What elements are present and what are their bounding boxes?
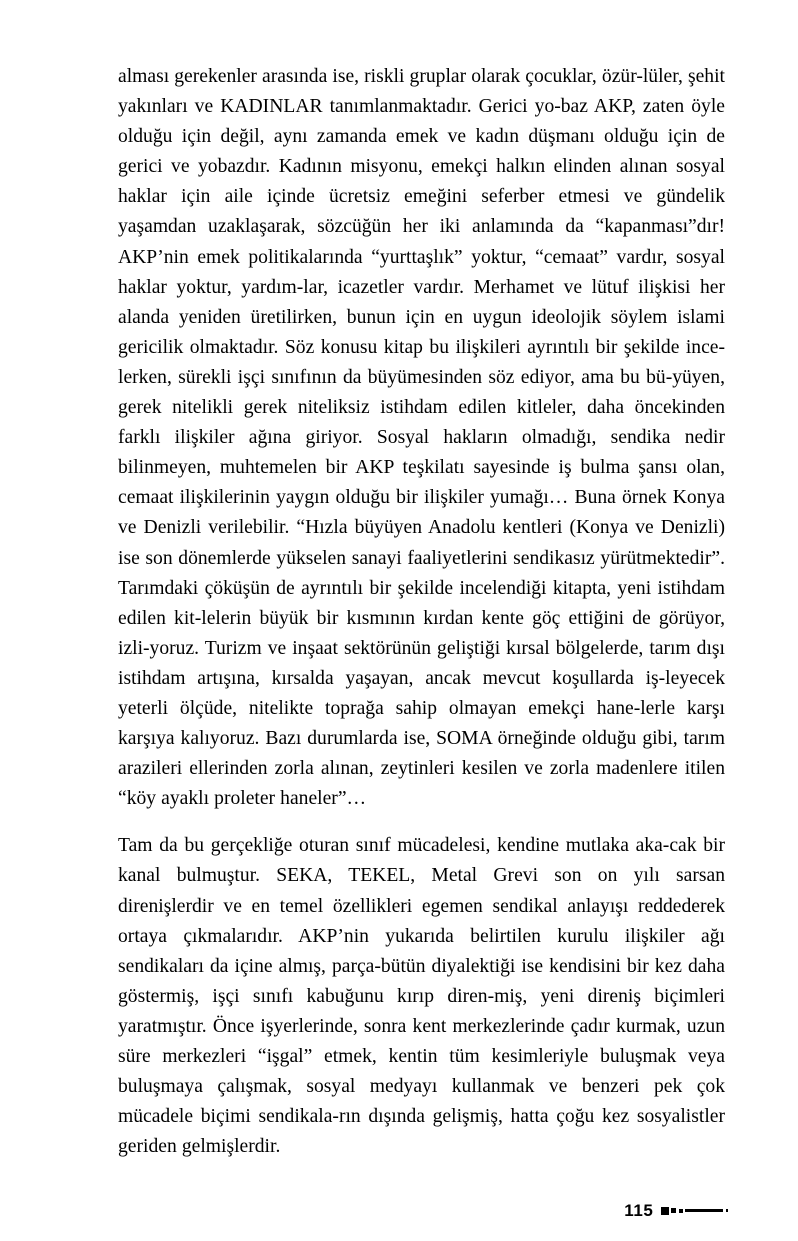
body-paragraph-1: alması gerekenler arasında ise, riskli gruplar olarak çocuklar, özür-lüler, şehit yakınları ve KADINLAR tanımlanmaktadır. Gerici yo-baz AKP, zaten öyle olduğu için değil, aynı zamanda emek ve kadın düşmanı olduğu için de gerici ve yobazdır. Kadının misyonu, emekçi halkın elinden alınan sosyal haklar için aile içinde ücretsiz emeğini seferber etmesi ve gündelik yaşamdan uzaklaşarak, sözcüğün her iki anlamında da “kapanması”dır! AKP’nin emek politikalarında “yurttaşlık” yoktur, “cemaat” vardır, sosyal haklar yoktur, yardım-lar, icazetler vardır. Merhamet ve lütuf ilişkisi her alanda yeniden üretilirken, bunun için en uygun ideolojik söylem islami gericilik olmaktadır. Söz konusu kitap bu ilişkileri ayrıntılı bir şekilde ince-lerken, sürekli işçi sınıfının da büyümesinden söz ediyor, ama bu bü-yüyen, gerek nitelikli gerek niteliksiz istihdam edilen kitleler, daha öncekinden farklı ilişkiler ağına giriyor. Sosyal hakların olmadığı, sendika nedir bilinmeyen, muhtemelen bir AKP teşkilatı sayesinde iş bulma şansı olan, cemaat ilişkilerinin yaygın olduğu bir ilişkiler yumağı… Buna örnek Konya ve Denizli verilebilir. “Hızla büyüyen Anadolu kentleri (Konya ve Denizli) ise son dönemlerde yükselen sanayi faaliyetlerini sendikasız yürütmektedir”. Tarımdaki çöküşün de ayrıntılı bir şekilde incelendiği kitapta, yeni istihdam edilen kit-lelerin büyük bir kısmının kırdan kente göç ettiğini de görüyor, izli-yoruz. Turizm ve inşaat sektörünün geliştiği kırsal bölgelerde, tarım dışı istihdam artışına, kırsalda yaşayan, ancak mevcut koşullarda iş-leyecek yeterli ölçüde, nitelikte toprağa sahip olmayan emekçi hane-lerle karşı karşıya kalıyoruz. Bazı durumlarda ise, SOMA örneğinde olduğu gibi, tarım arazileri ellerinden zorla alınan, zeytinleri kesilen ve zorla madenlere itilen “köy ayaklı proleter haneler”… [118,66,725,810]
page-number: 115 [624,1201,654,1220]
ornament-square-large-icon [661,1207,669,1215]
ornament-rule-icon [685,1209,723,1212]
body-text-column [118,62,725,1162]
footer-ornament-icon [661,1207,729,1215]
page-footer [624,1202,728,1219]
ornament-square-tiny-icon [679,1209,683,1213]
ornament-dot-icon [726,1209,729,1212]
ornament-square-small-icon [671,1208,676,1213]
body-paragraph-2: Tam da bu gerçekliğe oturan sınıf mücadelesi, kendine mutlaka aka-cak bir kanal bulmuştur. SEKA, TEKEL, Metal Grevi son on yılı sarsan direnişlerdir ve en temel özellikleri egemen sendikal anlayışı reddederek ortaya çıkmalarıdır. AKP’nin yukarıda belirtilen kurulu ilişkiler ağı sendikaları da içine almış, parça-bütün diyalektiği ise kendisini bir kez daha göstermiş, işçi sınıfı kabuğunu kırıp diren-miş, yeni direniş biçimleri yaratmıştır. Önce işyerlerinde, sonra kent merkezlerinde çadır kurmak, uzun süre merkezleri “işgal” etmek, kentin tüm kesimleriyle buluşmak veya buluşmaya çalışmak, sosyal medyayı kullanmak ve benzeri pek çok mücadele biçimi sendikala-rın dışında gelişmiş, hatta çoğu kez sosyalistler geriden gelmişlerdir. [118,835,725,1158]
